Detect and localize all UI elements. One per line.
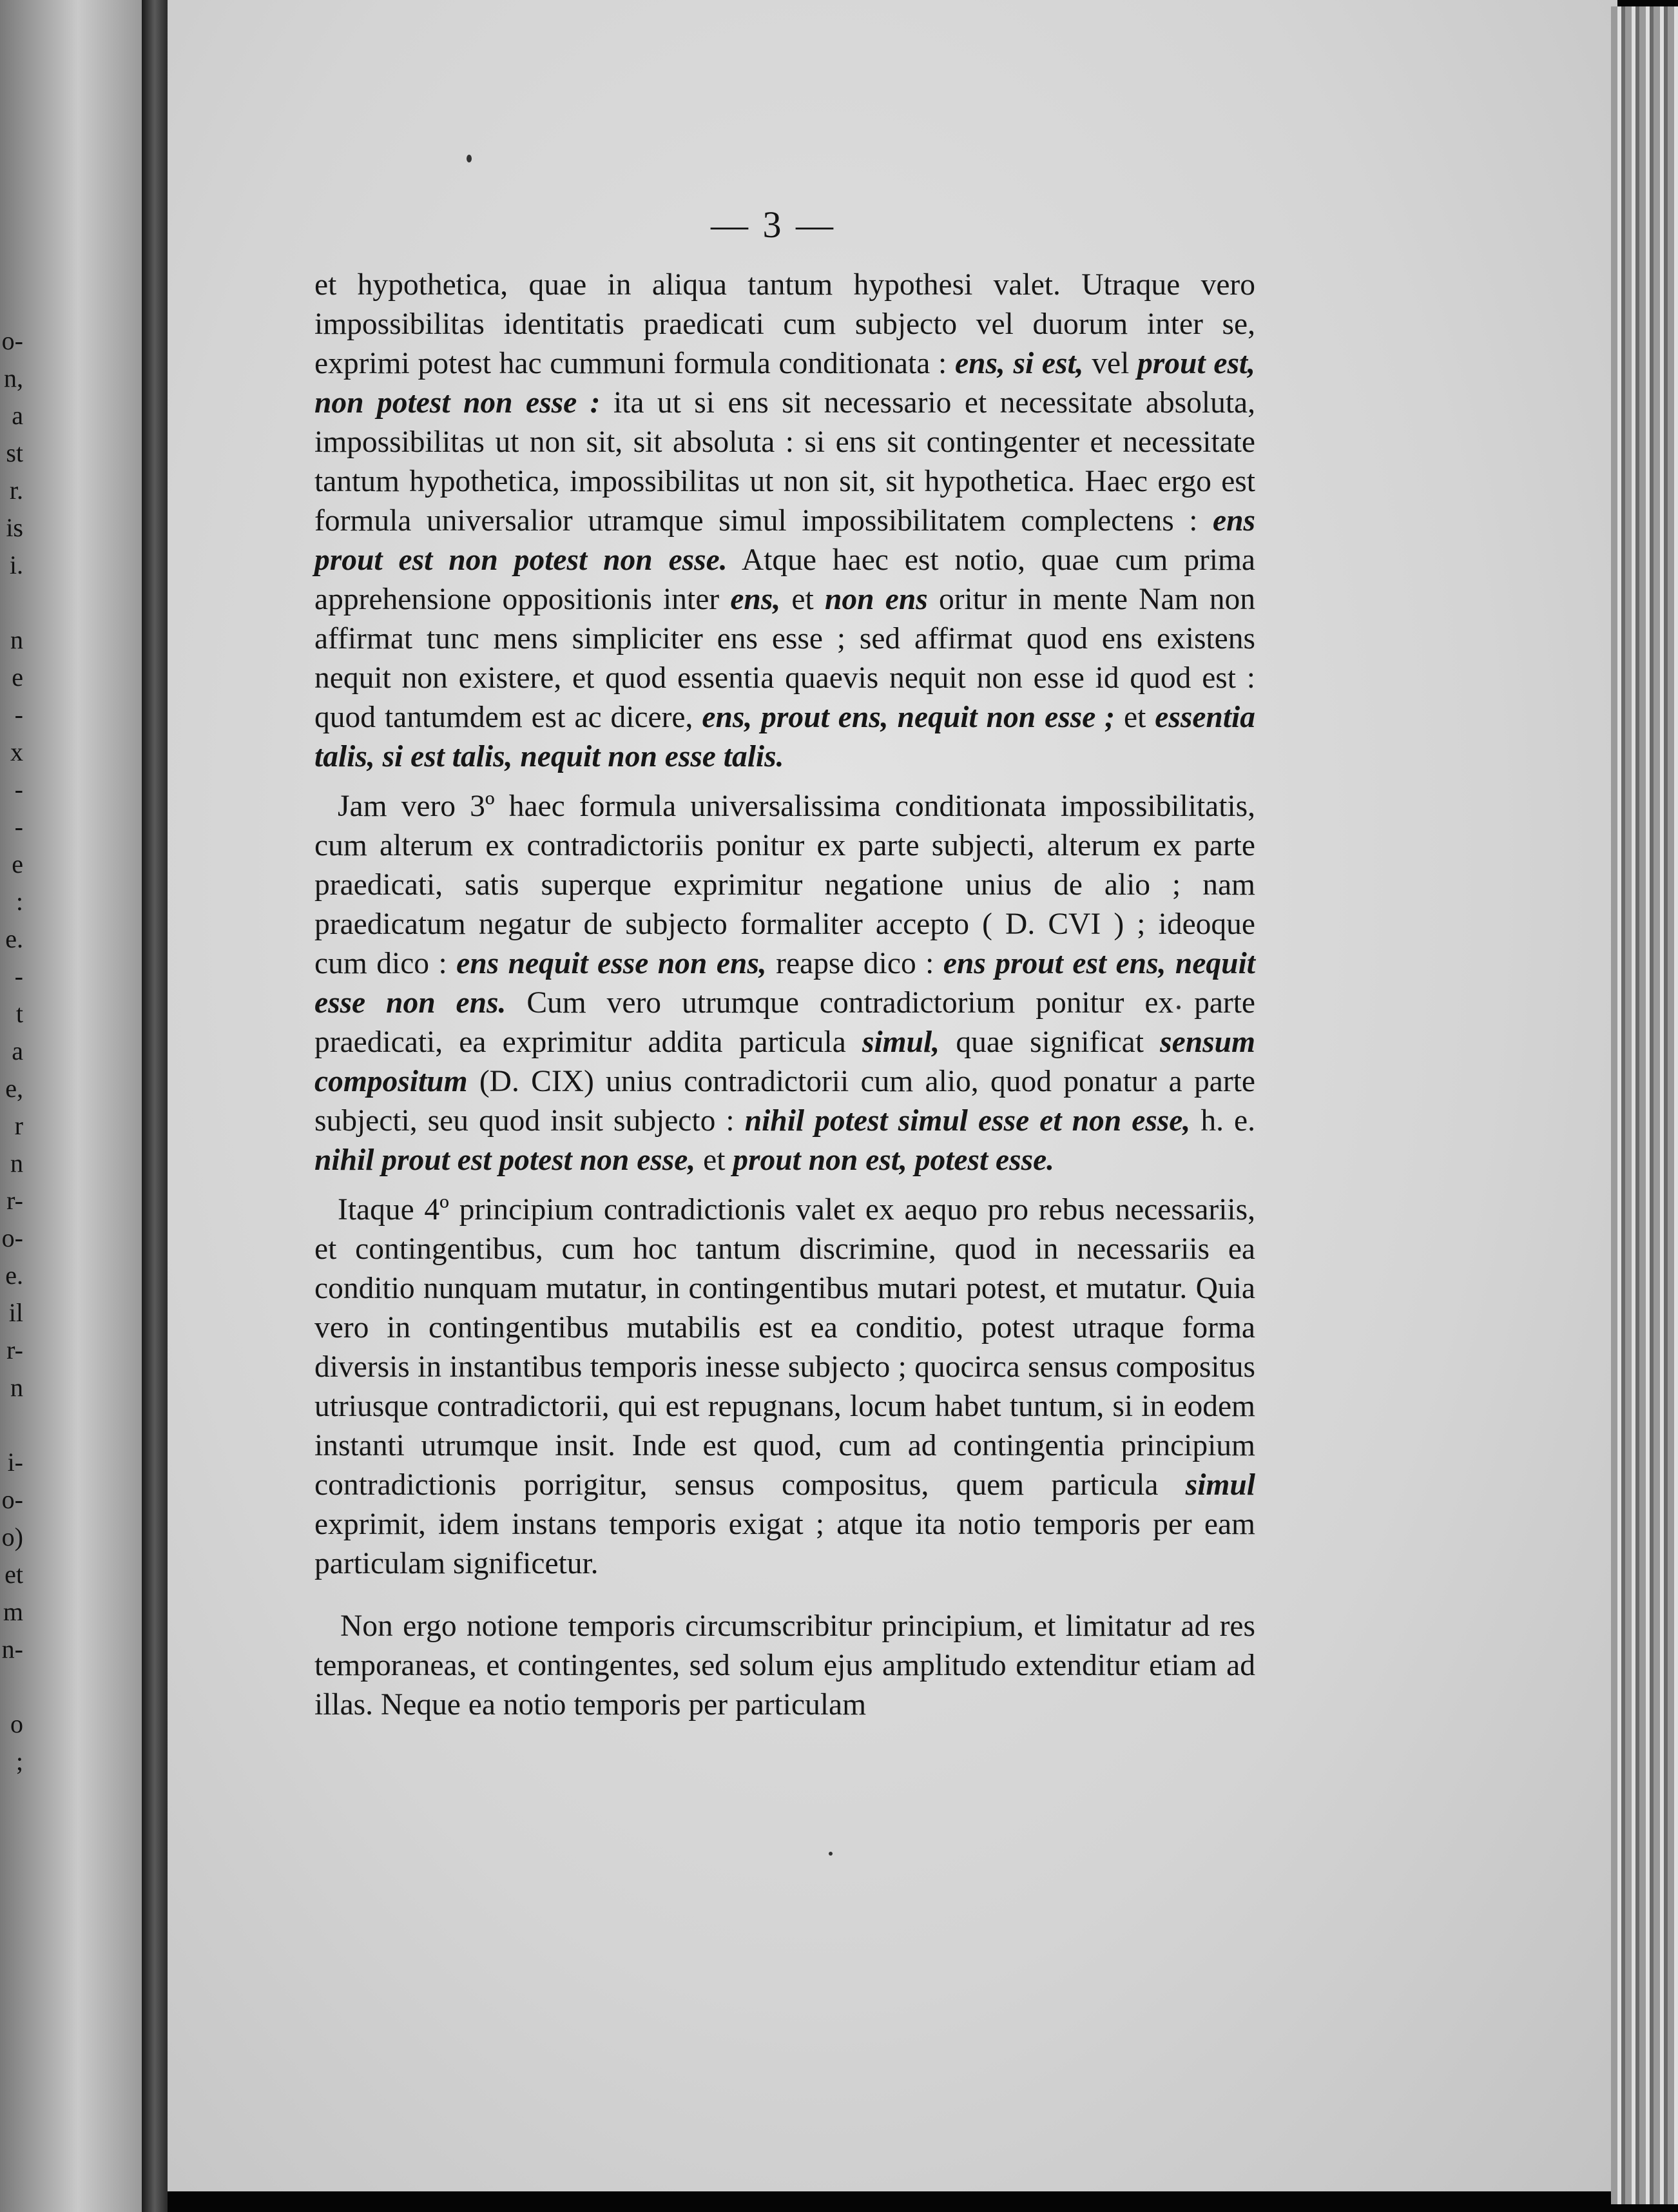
margin-fragment: e, — [5, 1074, 23, 1103]
text-run: exprimit, idem instans temporis exigat ; atque ita notio temporis per eam particulam significetur. — [314, 1508, 1255, 1580]
text-run: Jam vero 3º haec formula universalissima conditionata impossibilitatis, cum alterum ex contradictoriis ponitur ex parte subjecti, alterum ex parte praedicati, satis superque exprimitur negatione unius de alio ; nam praedicatum negatur de subjecto formaliter accepto ( D. CVI ) ; ideoque cum dico : — [314, 790, 1255, 980]
margin-fragment: r- — [6, 1186, 23, 1215]
margin-fragment: t — [15, 999, 23, 1028]
italic-run: essentia talis, si est talis, nequit non esse talis. — [314, 701, 1255, 773]
margin-fragment: ; — [15, 1747, 23, 1776]
page-number: — 3 — — [711, 204, 836, 246]
italic-run: simul — [1185, 1468, 1255, 1502]
italic-run: ens prout est non potest non esse. — [314, 504, 1255, 577]
margin-fragment: o- — [1, 1223, 23, 1252]
margin-fragment: - — [14, 700, 23, 729]
margin-fragment: is — [6, 513, 23, 542]
text-run: (D. CIX) unius contradictorii cum alio, quod ponatur a parte subjecti, seu quod insit subjecto : — [314, 1065, 1255, 1138]
facing-page-fragments — [0, 322, 26, 1934]
margin-fragment: - — [14, 812, 23, 841]
margin-fragment: n — [10, 1373, 23, 1402]
margin-fragment: il — [8, 1298, 23, 1327]
margin-fragment: o- — [1, 326, 23, 355]
italic-run: sensum compositum — [314, 1025, 1255, 1098]
margin-fragment: : — [15, 887, 23, 916]
italic-run: ens, si est, — [954, 347, 1084, 380]
italic-run: ens prout est ens, nequit esse non ens. — [314, 947, 1255, 1020]
text-run: et hypothetica, quae in aliqua tantum hypothesi valet. Utraque vero impossibilitas identitatis praedicati cum subjecto vel duorum inter se, exprimi potest hac cummuni formula conditionata : — [314, 268, 1255, 380]
page-stack-edge — [1611, 6, 1678, 2204]
margin-fragment: n — [10, 1149, 23, 1178]
text-run: Non ergo notione temporis circumscribitur principium, et limitatur ad res temporaneas, et contingentes, sed solum ejus amplitudo extenditur etiam ad illas. Neque ea notio temporis per particulam — [314, 1609, 1255, 1722]
text-run: et — [780, 583, 825, 616]
text-run: et — [695, 1143, 733, 1177]
body-text — [314, 266, 1255, 1903]
margin-fragment: o- — [1, 1485, 23, 1514]
margin-fragment: m — [3, 1597, 23, 1626]
italic-run: nihil potest simul esse et non esse, — [744, 1104, 1191, 1138]
italic-run: prout non est, potest esse. — [733, 1143, 1055, 1177]
text-run: et — [1115, 701, 1155, 734]
text-run: quae significat — [940, 1025, 1161, 1059]
margin-fragment: st — [6, 438, 23, 467]
margin-fragment: e. — [5, 924, 23, 953]
margin-fragment — [0, 1668, 26, 1705]
margin-fragment: e — [12, 849, 23, 878]
margin-fragment — [0, 584, 26, 621]
paragraph-2 — [314, 787, 1255, 1180]
margin-fragment: o) — [1, 1522, 23, 1551]
italic-run: ens nequit esse non ens, — [456, 947, 767, 980]
margin-fragment: r — [14, 1111, 23, 1140]
italic-run: prout est, non potest non esse : — [314, 347, 1256, 420]
text-run: Itaque 4º principium contradictionis valet ex aequo pro rebus necessariis, et contingentibus, cum hoc tantum discrimine, quod in necessariis ea conditio nunquam mutatur, in contingentibus mutari potest, et mutatur. Quia vero in contingentibus mutabilis est ea conditio, potest utraque forma diversis in instantibus temporis inesse subjecto ; quocirca sensus compositus utriusque contradictorii, qui est repugnans, locum habet tuntum, si in eodem instanti utrumque insit. Inde est quod, cum ad contingentia principium contradictionis porrigitur, sensus compositus, quem particula — [314, 1193, 1255, 1502]
margin-fragment: i. — [9, 550, 23, 579]
margin-fragment: et — [5, 1560, 23, 1589]
italic-run: non ens — [824, 583, 928, 616]
margin-fragment — [0, 1406, 26, 1444]
book-gutter — [142, 0, 168, 2212]
margin-fragment: n- — [1, 1635, 23, 1664]
margin-fragment: x — [10, 737, 23, 766]
paragraph-1 — [314, 266, 1255, 777]
text-run: ita ut si ens sit necessario et necessitate absoluta, impossibilitas ut non sit, sit absoluta : si ens sit contingenter et necessitate tantum hypothetica, impossibilitas ut non sit, sit hypothetica. Haec ergo est formula universalior utramque simul impossibilitatem complectens : — [314, 386, 1255, 538]
paper-speck — [467, 155, 472, 162]
italic-run: ens, prout ens, nequit non esse ; — [702, 701, 1115, 734]
margin-fragment: r- — [6, 1335, 23, 1364]
margin-fragment: n, — [4, 364, 23, 393]
margin-fragment: r. — [9, 476, 23, 505]
margin-fragment: o — [10, 1709, 23, 1738]
margin-fragment: a — [12, 1036, 23, 1065]
paragraph-3 — [314, 1190, 1255, 1584]
margin-fragment: a — [12, 401, 23, 430]
text-run: reapse dico : — [766, 947, 943, 980]
margin-fragment: e. — [5, 1261, 23, 1290]
text-run: h. e. — [1190, 1104, 1255, 1138]
italic-run: nihil prout est potest non esse, — [314, 1143, 696, 1177]
margin-fragment: i- — [7, 1448, 23, 1477]
text-run: Cum vero utrumque contradictorium ponitur ex parte praedicati, ea exprimitur addita particula — [314, 986, 1255, 1059]
margin-fragment: - — [14, 962, 23, 991]
text-run: Atque haec est notio, quae cum prima apprehensione oppositionis inter — [314, 543, 1255, 616]
text-run: vel — [1083, 347, 1138, 380]
text-run: oritur in mente Nam non affirmat tunc mens simpliciter ens esse ; sed affirmat quod ens existens nequit non existere, et quod essentia quaevis nequit non esse id quod est : quod tantumdem est ac dicere, — [314, 583, 1255, 734]
italic-run: ens, — [730, 583, 781, 616]
margin-fragment: e — [12, 663, 23, 692]
margin-fragment: - — [14, 775, 23, 804]
margin-fragment: n — [10, 625, 23, 654]
paragraph-4 — [314, 1607, 1255, 1725]
italic-run: simul, — [862, 1025, 940, 1059]
